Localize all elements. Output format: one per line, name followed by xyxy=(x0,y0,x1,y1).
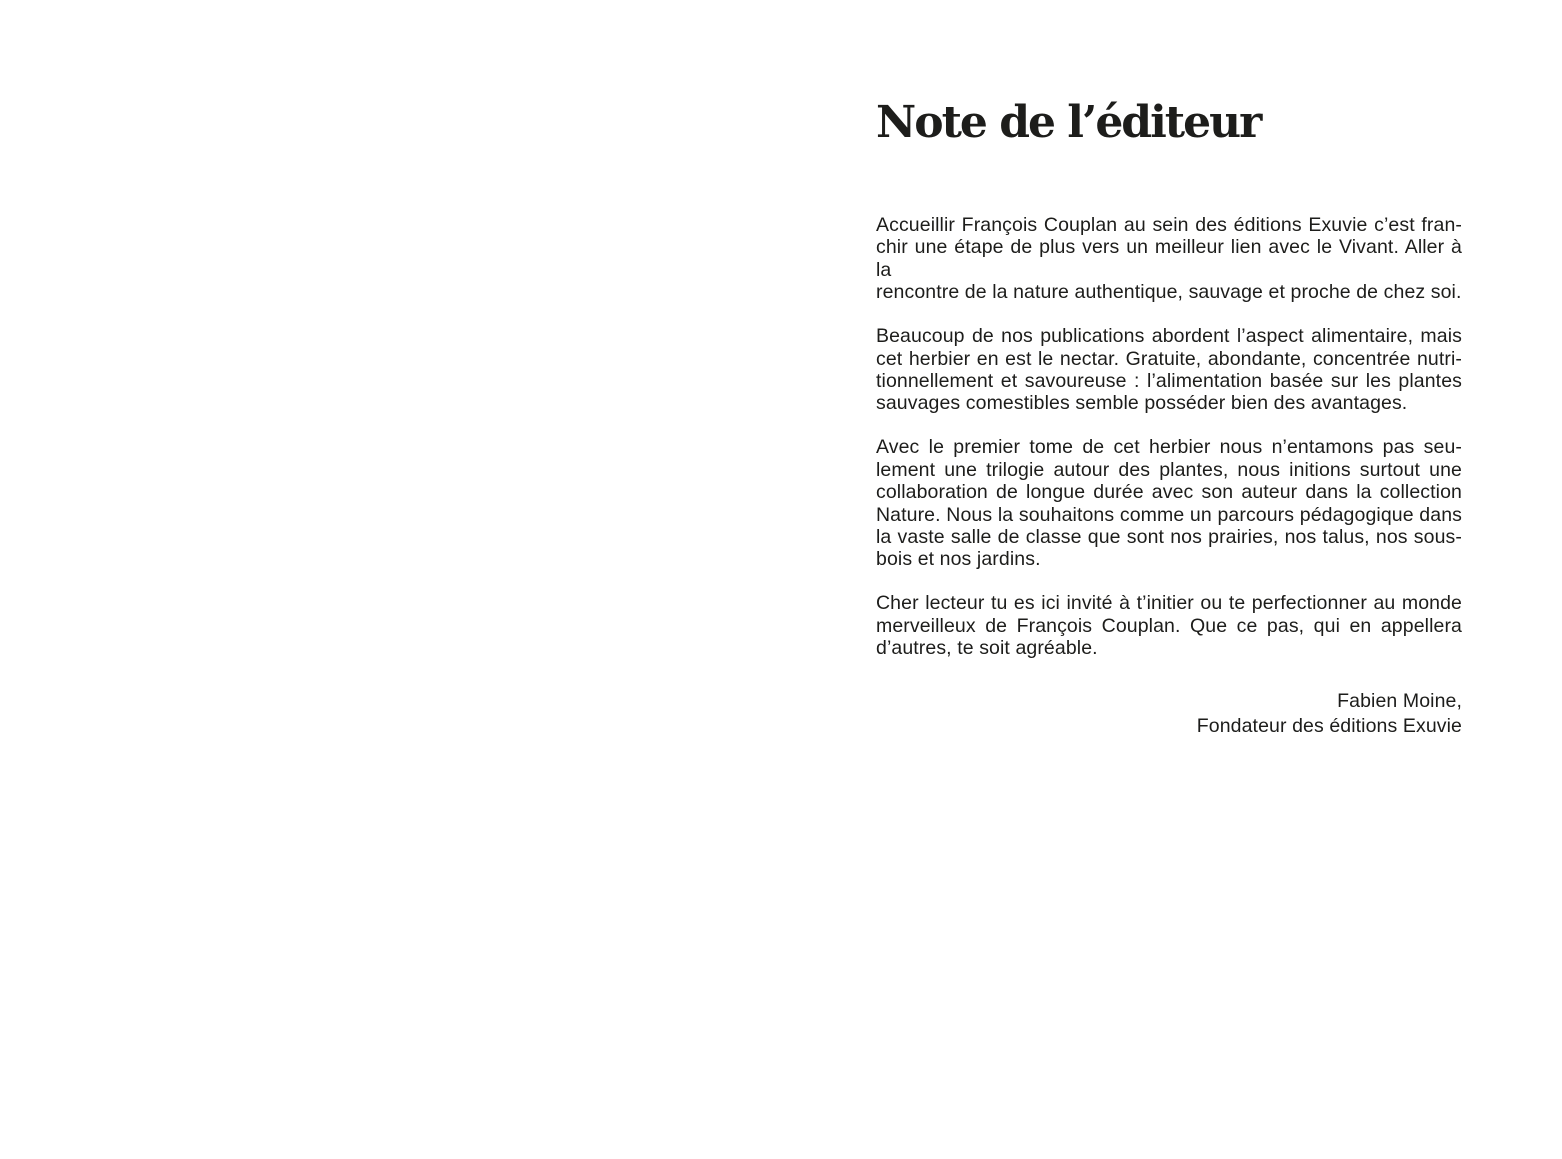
text-line: sauvages comestibles semble posséder bien des avantages. xyxy=(876,392,1408,415)
paragraph xyxy=(876,214,1462,304)
paragraph xyxy=(876,325,1462,415)
text-line: Cher lecteur tu es ici invité à t’initier ou te perfectionner au monde xyxy=(876,592,1462,615)
text-line: rencontre de la nature authentique, sauvage et proche de chez soi. xyxy=(876,281,1462,304)
text-line: Fondateur des éditions Exuvie xyxy=(1196,714,1462,737)
text-line: d’autres, te soit agréable. xyxy=(876,637,1098,660)
text-line: Beaucoup de nos publications abordent l’aspect alimentaire, mais xyxy=(876,325,1462,348)
text-line: cet herbier en est le nectar. Gratuite, abondante, concentrée nutri- xyxy=(876,347,1462,370)
text-line: Avec le premier tome de cet herbier nous n’entamons pas seu- xyxy=(876,436,1462,459)
text-line: collaboration de longue durée avec son auteur dans la collection xyxy=(876,481,1462,504)
text-line: la vaste salle de classe que sont nos prairies, nos talus, nos sous- xyxy=(876,526,1462,549)
text-line: Nature. Nous la souhaitons comme un parcours pédagogique dans xyxy=(876,503,1462,526)
paragraph xyxy=(876,436,1462,570)
text-line: bois et nos jardins. xyxy=(876,548,1041,571)
text-line: Accueillir François Couplan au sein des éditions Exuvie c’est fran- xyxy=(876,214,1462,236)
paragraph xyxy=(876,592,1462,659)
text-line: merveilleux de François Couplan. Que ce pas, qui en appellera xyxy=(876,614,1462,637)
text-line: lement une trilogie autour des plantes, nous initions surtout une xyxy=(876,458,1462,481)
note-body xyxy=(876,214,1462,660)
page-title: Note de l’éditeur xyxy=(876,97,1261,148)
signature-block xyxy=(876,689,1462,739)
editor-note-column xyxy=(876,99,1462,739)
text-line: chir une étape de plus vers un meilleur lien avec le Vivant. Aller à la xyxy=(876,236,1462,281)
text-line: Fabien Moine, xyxy=(1337,689,1462,712)
text-line: tionnellement et savoureuse : l’alimentation basée sur les plantes xyxy=(876,370,1462,393)
